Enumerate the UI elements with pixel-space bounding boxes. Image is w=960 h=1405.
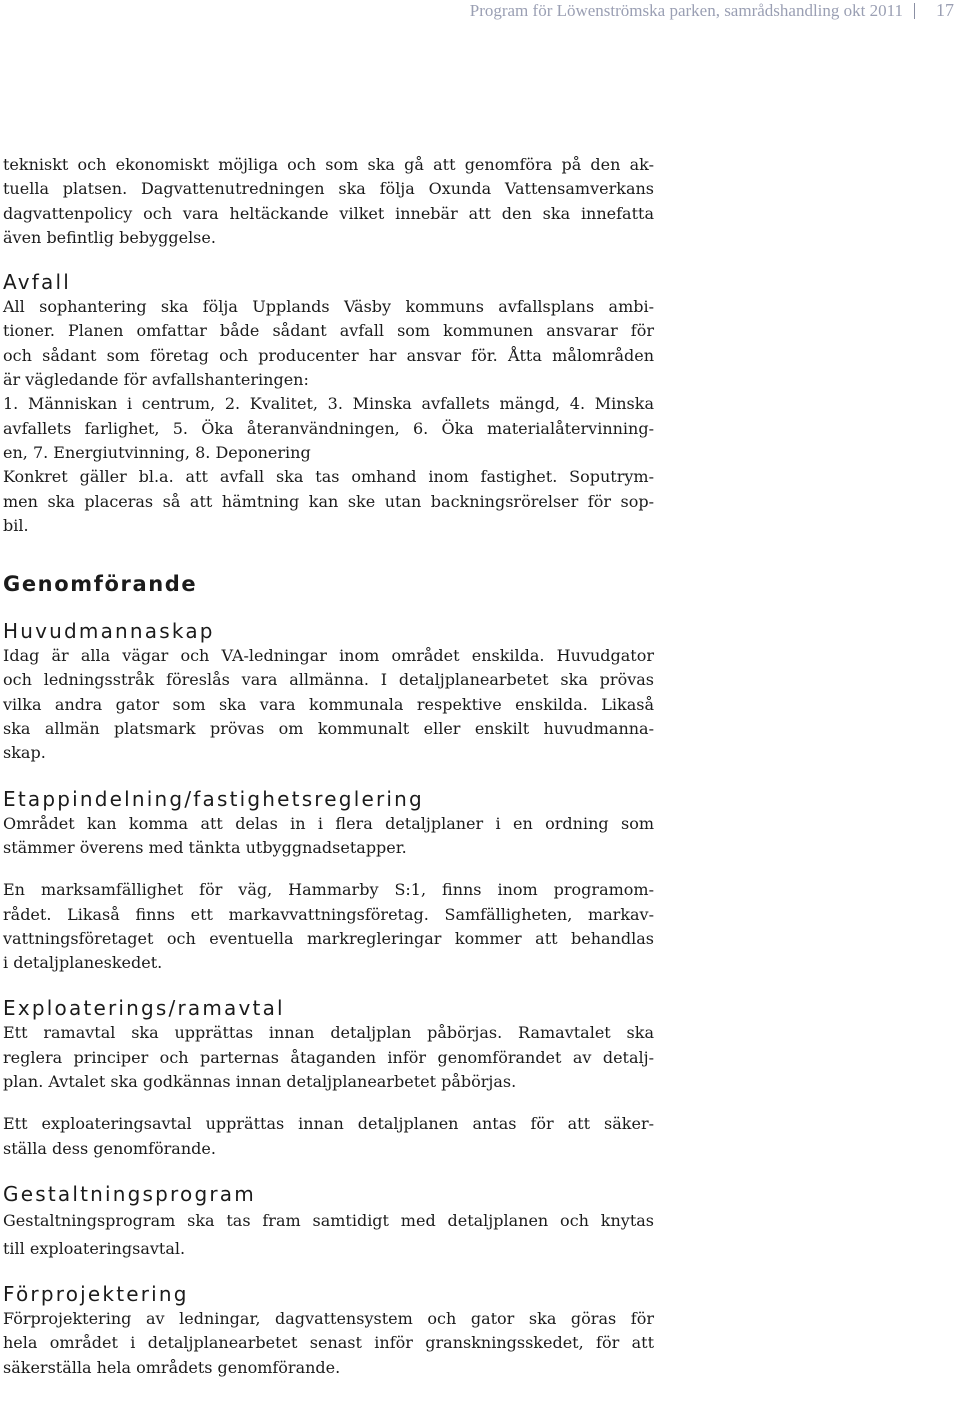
section-heading-forprojektering: Förprojektering xyxy=(3,1281,189,1306)
paragraph-line: är vägledande för avfallshanteringen: xyxy=(3,370,309,390)
paragraph-line: stämmer överens med tänkta utbyggnadsetapper. xyxy=(3,837,407,857)
paragraph-line: vattningsföretaget och eventuella markregleringar kommer att behandlas xyxy=(3,928,654,948)
etappindelning-paragraph-2 xyxy=(3,878,654,975)
paragraph-line: ska allmän platsmark prövas om kommunalt eller enskilt huvudmanna- xyxy=(3,719,654,739)
paragraph-line: hela området i detaljplanearbetet senast inför granskningsskedet, för att xyxy=(3,1333,654,1353)
exploatering-paragraph-2 xyxy=(3,1112,654,1161)
paragraph-line: och sådant som företag och producenter har ansvar för. Åtta målområden xyxy=(3,345,654,365)
paragraph-line: tekniskt och ekonomiskt möjliga och som ska gå att genomföra på den ak- xyxy=(3,155,654,174)
header-divider xyxy=(914,3,915,19)
paragraph-line: en, 7. Energiutvinning, 8. Deponering xyxy=(3,442,311,462)
paragraph-line: men ska placeras så att hämtning kan ske utan backningsrörelser för sop- xyxy=(3,491,654,511)
paragraph-line: reglera principer och parternas åtaganden inför genomförandet av detalj- xyxy=(3,1047,654,1067)
section-heading-huvudmannaskap: Huvudmannaskap xyxy=(3,619,215,644)
section-heading-gestaltningsprogram: Gestaltningsprogram xyxy=(3,1181,256,1206)
etappindelning-paragraph xyxy=(3,812,654,861)
paragraph-line: även befintlig bebyggelse. xyxy=(3,227,216,247)
document-title: Program för Löwenströmska parken, samrådshandling okt 2011 xyxy=(469,1,903,20)
paragraph-line: och ledningsstråk föreslås vara allmänna. I detaljplanearbetet ska prövas xyxy=(3,670,654,690)
paragraph-line: i detaljplaneskedet. xyxy=(3,953,163,973)
forprojektering-paragraph xyxy=(3,1307,654,1380)
exploatering-paragraph xyxy=(3,1021,654,1094)
paragraph-line: vilka andra gator som ska vara kommunala respektive enskilda. Likaså xyxy=(3,694,654,714)
paragraph-line: All sophantering ska följa Upplands Väsby kommuns avfallsplans ambi- xyxy=(3,297,654,317)
paragraph-line: säkerställa hela områdets genomförande. xyxy=(3,1357,341,1377)
paragraph-line: ställa dess genomförande. xyxy=(3,1138,216,1158)
section-heading-etappindelning: Etappindelning/fastighetsreglering xyxy=(3,786,424,811)
page-number: 17 xyxy=(936,0,954,20)
paragraph-line: Ett exploateringsavtal upprättas innan detaljplanen antas för att säker- xyxy=(3,1114,654,1134)
paragraph-line: Området kan komma att delas in i flera detaljplaner i en ordning som xyxy=(3,813,654,833)
paragraph-line: plan. Avtalet ska godkännas innan detaljplanearbetet påbörjas. xyxy=(3,1072,517,1092)
paragraph-line: skap. xyxy=(3,743,46,763)
paragraph-line: bil. xyxy=(3,515,29,535)
paragraph-line: tioner. Planen omfattar både sådant avfall som kommunen ansvarar för xyxy=(3,321,654,341)
paragraph-line: rådet. Likaså finns ett markavvattningsföretag. Samfälligheten, markav- xyxy=(3,904,654,924)
paragraph-line: Ett ramavtal ska upprättas innan detaljplan påbörjas. Ramavtalet ska xyxy=(3,1023,654,1043)
section-heading-avfall: Avfall xyxy=(3,270,71,295)
huvudmannaskap-paragraph xyxy=(3,644,654,765)
gestaltning-paragraph xyxy=(3,1207,654,1263)
paragraph-line: Förprojektering av ledningar, dagvattensystem och gator ska göras för xyxy=(3,1308,654,1328)
paragraph-line: En marksamfällighet för väg, Hammarby S:1, finns inom programom- xyxy=(3,880,654,900)
paragraph-line: Konkret gäller bl.a. att avfall ska tas omhand inom fastighet. Soputrym- xyxy=(3,467,654,487)
paragraph-line: till exploateringsavtal. xyxy=(3,1238,186,1258)
section-heading-exploatering: Exploaterings/ramavtal xyxy=(3,996,285,1021)
paragraph-line: avfallets farlighet, 5. Öka återanvändningen, 6. Öka materialåtervinning- xyxy=(3,418,654,438)
page-body xyxy=(3,153,654,1380)
chapter-heading-genomforande: Genomförande xyxy=(3,572,198,597)
paragraph-line: Gestaltningsprogram ska tas fram samtidigt med detaljplanen och knytas xyxy=(3,1210,654,1230)
avfall-paragraph xyxy=(3,295,654,538)
paragraph-line: dagvattenpolicy och vara heltäckande vilket innebär att den ska innefatta xyxy=(3,203,654,223)
paragraph-line: Idag är alla vägar och VA-ledningar inom området enskilda. Huvudgator xyxy=(3,646,654,666)
paragraph-line: 1. Människan i centrum, 2. Kvalitet, 3. Minska avfallets mängd, 4. Minska xyxy=(3,394,654,414)
page-header xyxy=(0,0,960,28)
paragraph-line: tuella platsen. Dagvattenutredningen ska följa Oxunda Vattensamverkans xyxy=(3,179,654,199)
intro-paragraph xyxy=(3,153,654,250)
